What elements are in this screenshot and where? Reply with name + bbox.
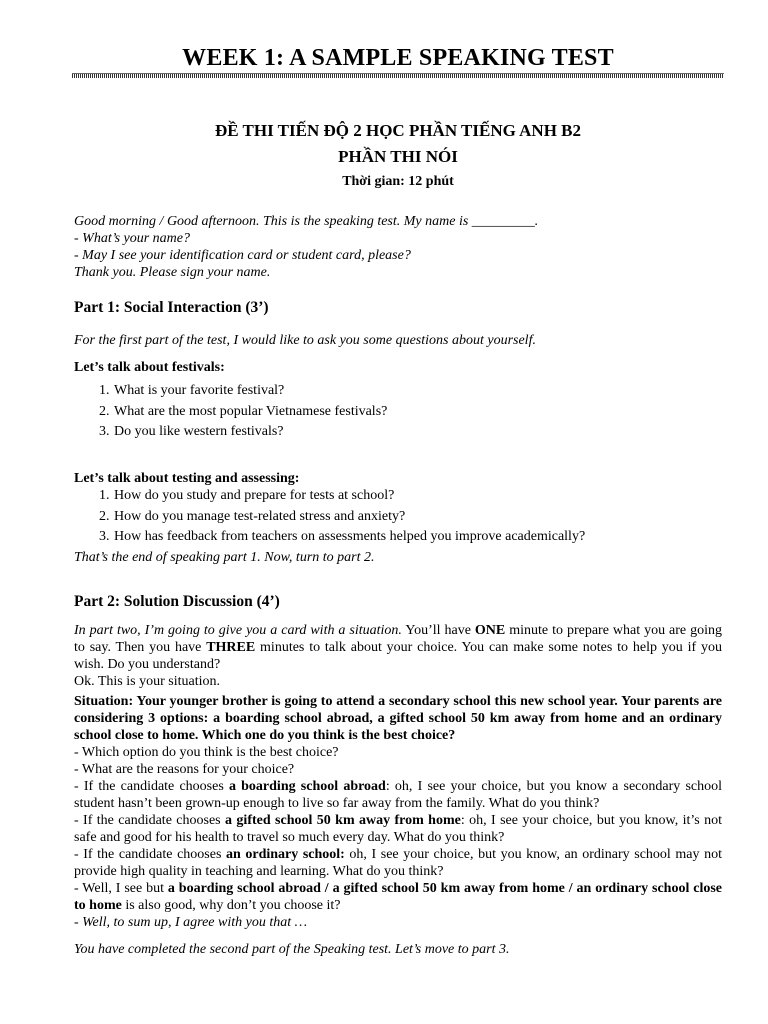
list-item: 3. How has feedback from teachers on assessments helped you improve academically?	[113, 528, 722, 545]
choice-text: - If the candidate chooses	[74, 846, 226, 862]
part2-question: - Which option do you think is the best choice?	[74, 744, 339, 760]
candidate-choice-1	[74, 778, 722, 812]
list-item: 3. Do you like western festivals?	[113, 423, 722, 440]
exam-title: ĐỀ THI TIẾN ĐỘ 2 HỌC PHẦN TIẾNG ANH B2	[214, 121, 582, 140]
page-title: WEEK 1: A SAMPLE SPEAKING TEST	[182, 45, 614, 71]
part2-intro-one: ONE	[474, 622, 506, 638]
part1-topic-festivals: Let’s talk about festivals:	[74, 360, 225, 375]
intro-line: Good morning / Good afternoon. This is the speaking test. My name is _________.	[74, 214, 539, 229]
part2-intro-text: You’ll have	[401, 622, 475, 638]
title-divider	[72, 73, 724, 78]
intro-block	[74, 213, 722, 281]
intro-line: Thank you. Please sign your name.	[74, 265, 271, 280]
part2-ok-line: Ok. This is your situation.	[74, 673, 220, 689]
part2-question: - What are the reasons for your choice?	[74, 761, 295, 777]
intro-line: - May I see your identification card or student card, please?	[74, 248, 411, 263]
part2-intro-three: THREE	[206, 639, 256, 655]
part1-instruction: For the first part of the test, I would like to ask you some questions about yourself.	[74, 333, 536, 348]
candidate-choice-2	[74, 812, 722, 846]
choice-text: - If the candidate chooses	[74, 778, 229, 794]
exam-section-title: PHẦN THI NÓI	[338, 147, 458, 166]
situation-text: Situation: Your younger brother is going to attend a secondary school this new school year. Your parents are considering 3 options: a boarding school abroad, a gifted school 50 km away from home and an ordinary school close to home. Which one do you think is the best choice?	[74, 693, 722, 743]
choice-text: : oh, I see your choice, but you know, it’s not safe and good for his health to travel so much every day. What do you think?	[74, 812, 722, 845]
part2-intro	[74, 622, 722, 673]
part2-intro-text: minutes to talk about your choice. You can make some notes to help you if you wish. Do you understand?	[74, 639, 722, 672]
choice-text: - Well, I see but	[74, 880, 168, 896]
testing-questions	[74, 487, 722, 545]
part2-intro-italic: In part two, I’m going to give you a card with a situation.	[74, 622, 402, 638]
part1-closing: That’s the end of speaking part 1. Now, turn to part 2.	[74, 549, 375, 565]
list-item: 2. How do you manage test-related stress and anxiety?	[113, 508, 722, 525]
choice-text: is also good, why don’t you choose it?	[121, 897, 341, 913]
part2-closing: You have completed the second part of the Speaking test. Let’s move to part 3.	[74, 941, 510, 957]
candidate-choice-4	[74, 880, 722, 914]
part2-intro-text: minute to prepare what you are going to say. Then you have	[74, 622, 722, 655]
choice-option: an ordinary school:	[225, 846, 345, 862]
list-item: 1. How do you study and prepare for tests at school?	[113, 487, 722, 504]
choice-text: : oh, I see your choice, but you know a secondary school student hasn’t been grown-up enough to live so far away from the family. What do you think?	[74, 778, 722, 811]
intro-line: - What’s your name?	[74, 231, 191, 246]
choice-option: a boarding school abroad	[228, 778, 386, 794]
list-item: 1. What is your favorite festival?	[113, 382, 722, 399]
choice-option: a boarding school abroad / a gifted school 50 km away from home / an ordinary school close to home	[74, 880, 722, 913]
sum-up-line: - Well, to sum up, I agree with you that …	[74, 914, 308, 930]
part1-topic-testing: Let’s talk about testing and assessing:	[74, 471, 300, 486]
candidate-choice-3	[74, 846, 722, 880]
exam-time: Thời gian: 12 phút	[342, 174, 454, 189]
choice-text: oh, I see your choice, but you know, an ordinary school may not provide high quality in teaching and learning. What do you think?	[74, 846, 722, 879]
part2-heading: Part 2: Solution Discussion (4’)	[74, 592, 280, 610]
choice-text: - If the candidate chooses	[74, 812, 226, 828]
part1-heading: Part 1: Social Interaction (3’)	[74, 299, 269, 316]
festival-questions	[74, 382, 722, 440]
choice-option: a gifted school 50 km away from home	[225, 812, 461, 828]
list-item: 2. What are the most popular Vietnamese festivals?	[113, 403, 722, 420]
